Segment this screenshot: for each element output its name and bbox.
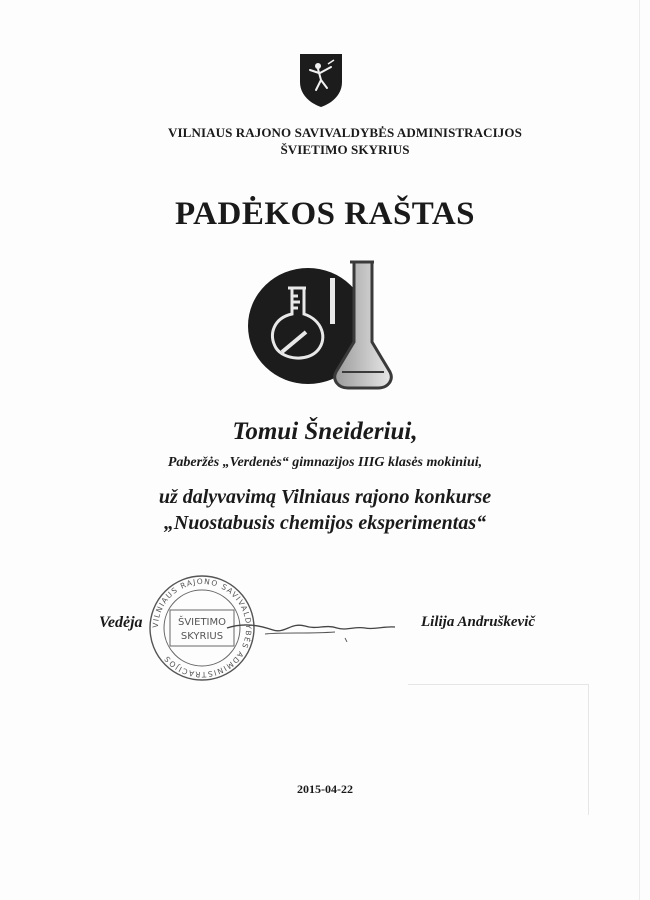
award-reason (0, 484, 650, 536)
coat-of-arms-icon (298, 52, 344, 108)
document-date: 2015-04-22 (297, 782, 353, 796)
recipient-school: Paberžės „Verdenės“ gimnazijos IIIG klasės mokiniui, (167, 455, 483, 470)
award-reason-line-2: „Nuostabusis chemijos eksperimentas“ (163, 512, 487, 534)
issuer-line-1: VILNIAUS RAJONO SAVIVALDYBĖS ADMINISTRACIJOS (168, 125, 522, 140)
recipient-name: Tomui Šneideriui, (232, 418, 418, 445)
award-reason-line-1: už dalyvavimą Vilniaus rajono konkurse (158, 486, 492, 508)
document-title: PADĖKOS RAŠTAS (174, 196, 476, 232)
stamp-center-line-1: ŠVIETIMO (177, 617, 227, 628)
chemistry-flasks-icon (246, 254, 396, 404)
handwritten-signature (225, 612, 405, 642)
signatory-name: Lilija Andruškevič (421, 614, 536, 630)
signatory-role: Vedėja (99, 614, 143, 631)
stamp-center-line-2: SKYRIUS (180, 631, 224, 642)
issuer-line-2: ŠVIETIMO SKYRIUS (280, 142, 410, 157)
issuer-heading (0, 124, 650, 158)
stamp-ring-text: VILNIAUS RAJONO SAVIVALDYBĖS ADMINISTRACIJOS (150, 576, 254, 680)
